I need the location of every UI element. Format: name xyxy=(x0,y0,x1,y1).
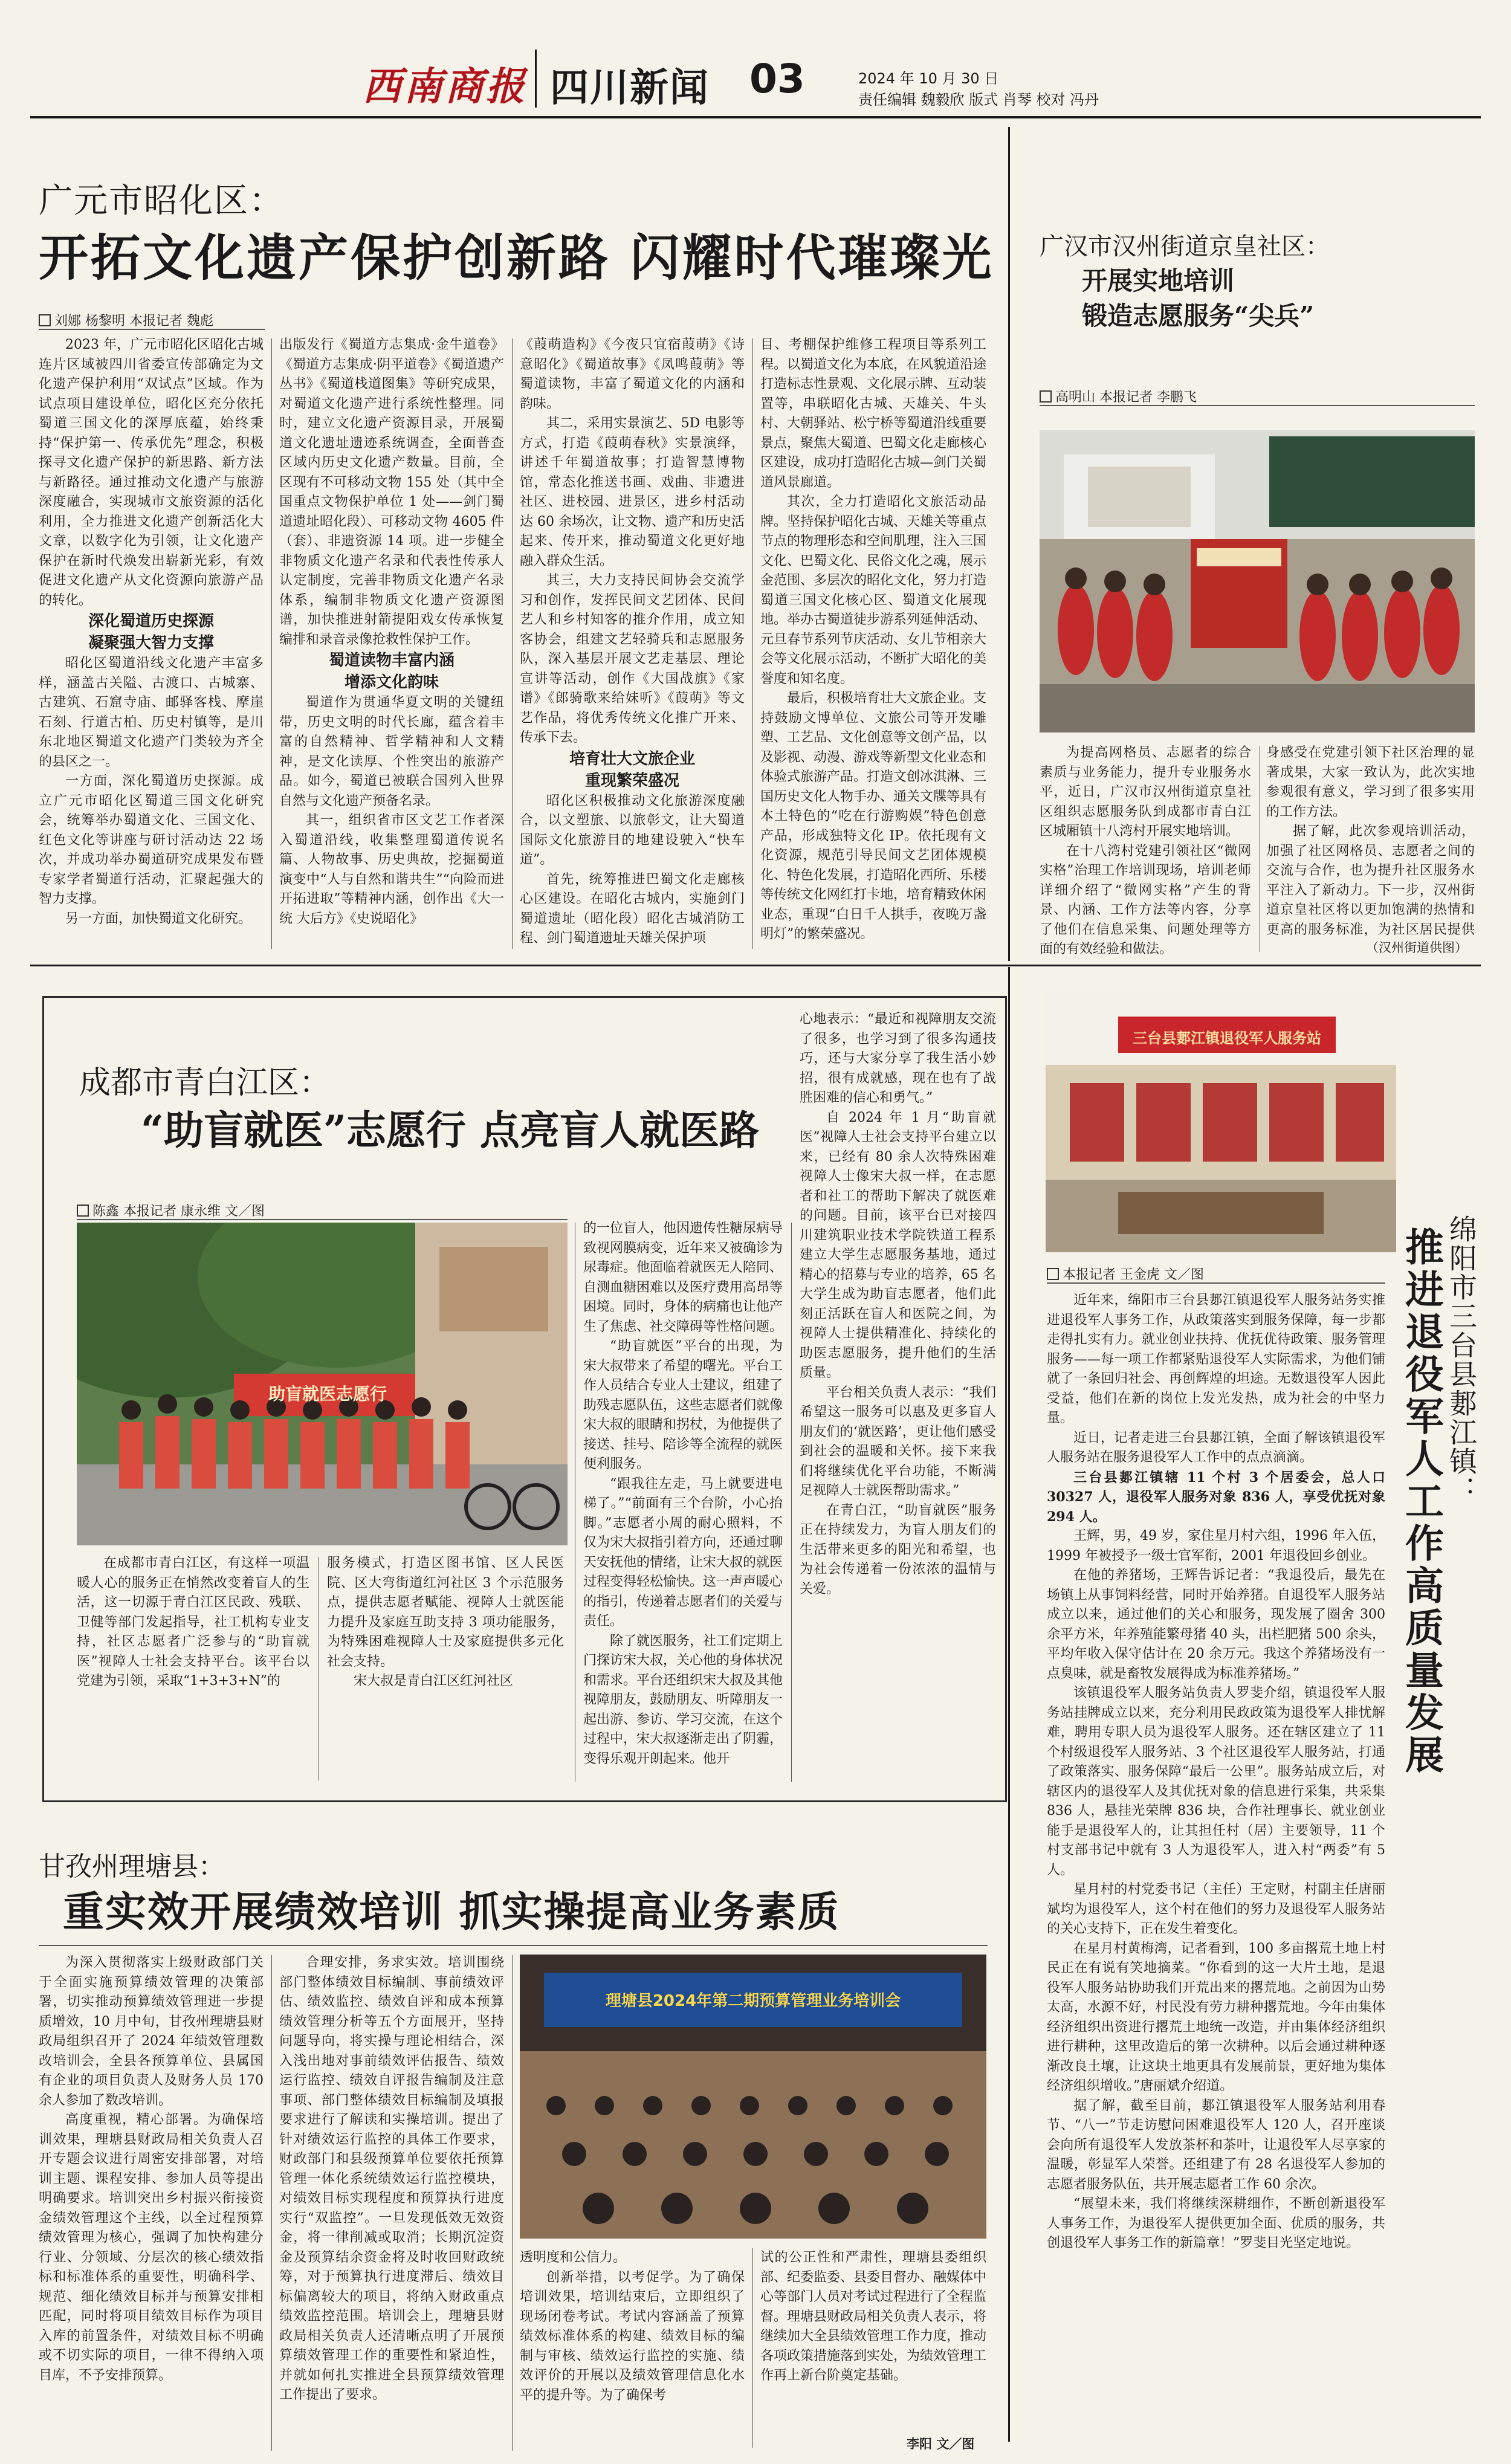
paragraph: 昭化区蜀道沿线文化遗产丰富多样，涵盖古关隘、古渡口、古城寨、古建筑、石窟寺庙、邮驿客栈、摩崖石刻、行道古柏、历史村镇等，是川东北地区蜀道文化遗产门类较为齐全的县区之一。 xyxy=(39,656,264,769)
paragraph: 三台县郪江镇辖 11 个村 3 个居委会，总人口 30327 人，退役军人服务对象 836 人，享受优抚对象 294 人。 xyxy=(1047,1469,1385,1525)
article-byline xyxy=(77,1201,265,1220)
byline-text: 本报记者 王金虎 文／图 xyxy=(1063,1267,1204,1282)
paragraph: 平台相关负责人表示：“我们希望这一服务可以惠及更多盲人朋友们的‘就医路’，更让他们感受到社会的温暖和关怀。接下来我们将继续优化平台功能，不断满足视障人士就医帮助需求。” xyxy=(800,1385,996,1498)
article-column xyxy=(760,335,986,952)
paragraph: 透明度和公信力。 xyxy=(520,2250,627,2265)
masthead-divider xyxy=(535,50,537,108)
paragraph: 为深入贯彻落实上级财政部门关于全面实施预算绩效管理的决策部署，切实推动预算绩效管理进一步提质增效，10 月中旬，甘孜州理塘县财政局组织召开了 2024 年绩效管理数改培训会，全县各预算单位、县属国有企业的项目负责人及财务人员 170 余人参加了数改培训。 xyxy=(39,1955,264,2108)
paragraph: 最后，积极培育壮大文旅企业。支持鼓励文博单位、文旅公司等开发雕塑、工艺品、文化创意等文创产品，以及影视、动漫、游戏等新型文化业态和体验式旅游产品。打造文创冰淇淋、三国历史文化人物手办、通关文牒等具有本土特色的“吃在行游购娱”特色创意产品，形成独特文化 IP。依托现有文化资源，规范引导民间文艺团体规模化、特色化发展，打造昭化西所、乐楼等传统文化网红打卡地，培育精致休闲业态，重现“白日千人拱手，夜晚万盏明灯”的繁荣盛况。 xyxy=(760,691,986,942)
section-rule xyxy=(30,965,1481,966)
paragraph: 宋大叔是青白江区红河社区 xyxy=(354,1673,514,1689)
paragraph: 身感受在党建引领下社区治理的显著成果，大家一致认为，此次实地参观很有意义，学习到了很多实用的工作方法。 xyxy=(1266,745,1475,820)
article-headline: 重实效开展绩效培训 抓实操提高业务素质 xyxy=(63,1888,840,1936)
article-zhaohua xyxy=(0,121,1003,967)
article-kicker: 甘孜州理塘县： xyxy=(39,1851,225,1882)
article-byline xyxy=(39,311,213,329)
paragraph: 星月村的村党委书记（主任）王定财，村副主任唐丽斌均为退役军人，这个村在他们的努力及退役军人服务站的关心支持下，正在发生着变化。 xyxy=(1047,1882,1385,1936)
paragraph: 出版发行《蜀道方志集成·金牛道卷》《蜀道方志集成·阴平道卷》《蜀道遗产丛书》《蜀道栈道图集》等研究成果，对蜀道文化遗产进行系统性整理。同时，建立文化遗产资源目录，开展蜀道文化遗址遗迹系统调查，全面普查区域内历史文化遗产数量。目前，全区现有不可移动文物 155 处（其中全国重点文物保护单位 1 处——剑门蜀道遗址昭化段）、可移动文物 4605 件（套）、非遗资源 14 项。进一步健全非物质文化遗产名录和代表性传承人认定制度，完善非物质文化遗产名录体系，编制非物质文化遗产资源图谱，加快推进射箭提阳戏女传承恢复编排和录音录像抢救性保护工作。 xyxy=(279,337,504,647)
paragraph: 据了解，截至目前，郪江镇退役军人服务站利用春节、“八一”节走访慰问困难退役军人 120 人，召开座谈会向所有退役军人发放茶杯和茶叶，让退役军人尽享家的温暖，彰显军人荣誉。还组建了有 28 名退役军人参加的志愿者服务队伍，共开展志愿者工作 60 余次。 xyxy=(1047,2098,1385,2192)
column-rule xyxy=(271,1955,272,2451)
editor-credits: 责任编辑 魏毅欣 版式 肖琴 校对 冯丹 xyxy=(858,91,1099,108)
paragraph: 在成都市青白江区，有这样一项温暖人心的服务正在悄然改变着盲人的生活，这一切源于青白江区民政、残联、卫健等部门发起指导，社工机构专业支持，社区志愿者广泛参与的“助盲就医”视障人士社会支持平台。该平台以党建为引领，采取“1+3+3+N”的 xyxy=(77,1556,309,1689)
article-column xyxy=(1040,743,1251,961)
training-photo xyxy=(1040,430,1475,732)
volunteer-photo xyxy=(77,1223,568,1545)
training-meeting-photo xyxy=(520,1955,986,2239)
article-column xyxy=(760,2248,986,2430)
paragraph: 目、考棚保护维修工程项目等系列工程。以蜀道文化为本底，在风貌道沿途打造标志性景观、文化展示牌、互动装置等，串联昭化古城、天雄关、牛头村、大朝驿站、松宁桥等蜀道沿线重要景点，聚焦大蜀道、巴蜀文化走廊核心区建设，成功打造昭化古城—剑门关蜀道风景廊道。 xyxy=(760,337,986,490)
byline-text: 刘娜 杨黎明 本报记者 魏彪 xyxy=(54,314,213,329)
article-kicker: 绵阳市三台县郪江镇： xyxy=(1445,1215,1478,1505)
masthead-rule xyxy=(30,116,1481,118)
paragraph: 另一方面，加快蜀道文化研究。 xyxy=(65,911,252,926)
paragraph: 近日，记者走进三台县郪江镇，全面了解该镇退役军人服务站在服务退役军人工作中的点点滴滴。 xyxy=(1047,1430,1385,1465)
article-santai xyxy=(1015,967,1499,2460)
paragraph: 合理安排，务求实效。培训围绕部门整体绩效目标编制、事前绩效评估、绩效监控、绩效自评和成本预算绩效管理分析等五个方面展开，坚持问题导向，将实操与理论相结合，深入浅出地对事前绩效评估报告、绩效运行监控、绩效自评报告编制及注意事项、部门整体绩效目标编制及填报要求进行了解读和实操培训。提出了针对绩效运行监控的具体工作要求，财政部门和县级预算单位要依托预算管理一体化系统绩效运行监控模块，对绩效目标实现程度和预算执行进度实行“双监控”。一旦发现低效无效资金，将一律削减或取消；长期沉淀资金及预算结余资金将及时收回财政统筹，对于预算执行进度滞后、绩效目标偏离较大的项目，将纳入财政重点绩效监控范围。培训会上，理塘县财政局相关负责人还清晰点明了开展预算绩效管理工作的重要性和紧迫性，并就如何扎实推进全县预算绩效管理工作提出了要求。 xyxy=(279,1955,504,2402)
paragraph: 王辉，男，49 岁，家住星月村六组，1996 年入伍，1999 年被授予一级士官军衔，2001 年退役回乡创业。 xyxy=(1047,1528,1385,1563)
article-headline: 推进退役军人工作高质量发展 xyxy=(1399,1227,1443,1777)
paragraph: 创新举措，以考促学。为了确保培训效果，培训结束后，立即组织了现场闭卷考试。考试内容涵盖了预算绩效标准体系的构建、绩效目标的编制与审核、绩效运行监控的实施、绩效评价的开展以及绩效管理信息化水平的提升等。为了确保考 xyxy=(520,2269,745,2403)
paragraph: 《葭萌造构》《今夜只宜宿葭萌》《诗意昭化》《蜀道故事》《凤鸣葭萌》等蜀道读物，丰富了蜀道文化的内涵和韵味。 xyxy=(520,337,745,412)
article-kicker: 广元市昭化区： xyxy=(39,181,284,221)
article-byline xyxy=(1040,387,1197,406)
paragraph: 其二，采用实景演艺、5D 电影等方式，打造《葭萌春秋》实景演绎，讲述千年蜀道故事；打造智慧博物馆，常态化推送书画、戏曲、非遗进社区、进校园、进景区，进乡村活动达 60 余场次，让文物、遗产和历史活起来、传开来，推动蜀道文化更好地融入群众生活。 xyxy=(520,416,745,569)
paragraph: 的一位盲人，他因遗传性糖尿病导致视网膜病变，近年来又被确诊为尿毒症。他面临着就医无人陪同、自测血糖困难以及医疗费用高昂等困境。同时，身体的病痛也让他产生了焦虑、社交障碍等性格问题。 xyxy=(583,1221,783,1334)
article-kicker: 成都市青白江区： xyxy=(79,1065,331,1101)
article-column xyxy=(39,335,264,952)
paragraph: 其三，大力支持民间协会交流学习和创作，发挥民间文艺团体、民间艺人和乡村知客的推介作用，成立知客协会，组建文艺轻骑兵和志愿服务队，深入基层开展文艺走基层、理论宣讲等活动，创作《大国战旗》《家谱》《郎骑歌来给妹听》《葭萌》等文艺作品，将优秀传统文化推广开来、传承下去。 xyxy=(520,573,745,745)
paragraph: “助盲就医”平台的出现，为宋大叔带来了希望的曙光。平台工作人员结合专业人士建议，组建了助残志愿队伍，这些志愿者们就像宋大叔的眼睛和拐杖，为他提供了接送、挂号、陪诊等全流程的就医便利服务。 xyxy=(583,1339,783,1472)
article-headline: 开展实地培训 xyxy=(1082,266,1235,296)
paragraph: 2023 年，广元市昭化区昭化古城连片区域被四川省委宣传部确定为文化遗产保护利用“双试点”区域。作为试点项目建设单位，昭化区充分依托蜀道三国文化的深厚底蕴，始终秉持“保护第一、传承优先”理念，积极探寻文化遗产保护的新思路、新方法与新路径。通过推动文化遗产与旅游深度融合，实现城市文旅资源的活化利用，全力推进文化遗产创新活化大文章，以数字化为引领，让文化遗产保护在新时代焕发出崭新光彩，有效促进文化遗产从文化资源向旅游产品的转化。 xyxy=(39,337,264,608)
column-rule xyxy=(512,1955,513,2451)
section-title: 四川新闻 xyxy=(550,66,710,111)
article-headline: 锻造志愿服务“尖兵” xyxy=(1082,301,1315,331)
article-qingbaijiang xyxy=(42,996,1007,1802)
training-photo-svg xyxy=(1040,430,1475,732)
paragraph: 在星月村黄梅湾，记者看到，100 多亩撂荒土地上村民正在有说有笑地摘菜。“你看到的这一大片土地，是退役军人服务站协助我们开荒出来的撂荒地。之前因为山势太高，水源不好，村民没有劳力耕种撂荒地。今年由集体经济组织出资进行撂荒土地统一改造，并由集体经济组织进行耕种，这里改造后的第一次耕种。以后会通过耕种逐渐改良土壤，让这块土地更具有发展前景，更好地为集体经济组织增收。”唐丽斌介绍道。 xyxy=(1047,1941,1385,2094)
paragraph xyxy=(1040,960,1251,962)
column-rule xyxy=(752,2248,753,2448)
paragraph: 该镇退役军人服务站负责人罗斐介绍，镇退役军人服务站挂牌成立以来，充分利用民政政策为退役军人排忧解难，聘用专职人员为退役军人服务。还在辖区建立了 11 个村级退役军人服务站、3 个社区退役军人服务站，打通了政策落实、服务保障“最后一公里”。服务站成立后，对辖区内的退役军人及其优抚对象的信息进行采集，共采集 836 人，悬挂光荣牌 836 块，合作社理事长、就业创业能手是退役军人的，让其担任村（居）主要领导，11 个村支部书记中就有 3 人为退役军人，进入村“两委”有 5 人。 xyxy=(1047,1686,1385,1878)
photo-banner-text: 助盲就医志愿行 xyxy=(268,1384,387,1404)
paragraph: 服务模式，打造区图书馆、区人民医院、区大弯街道红河社区 3 个示范服务点，提供志愿者赋能、视障人士就医能力提升及家庭互助支持 3 项功能服务，为特殊困难视障人士及家庭提供多元化社会支持。 xyxy=(327,1556,564,1669)
subheading: 深化蜀道历史探源 凝聚强大智力支撑 xyxy=(88,612,214,652)
column-divider xyxy=(1008,967,1010,2442)
paragraph: 心地表示：“最近和视障朋友交流了很多，也学习到了很多沟通技巧，还与大家分享了我生活小妙招，很有成就感，现在也有了战胜困难的信心和勇气。” xyxy=(800,1012,996,1105)
byline-rule xyxy=(77,1219,568,1220)
paragraph: “展望未来，我们将继续深耕细作，不断创新退役军人事务工作，为退役军人提供更加全面、优质的服务，共创退役军人事务工作的新篇章！”罗斐目光坚定地说。 xyxy=(1047,2196,1385,2251)
article-column xyxy=(39,1953,264,2455)
article-column xyxy=(800,1010,996,1783)
article-column xyxy=(327,1554,564,1783)
headline-rule xyxy=(39,1945,988,1946)
byline-rule xyxy=(1047,1282,1385,1284)
photo-banner-text: 理塘县2024年第二期预算管理业务培训会 xyxy=(605,1992,901,2010)
column-rule xyxy=(791,1223,792,1782)
article-column xyxy=(279,1953,504,2455)
byline-marker-icon xyxy=(1040,390,1052,403)
paragraph: 据了解，此次参观培训活动，加强了社区网格员、志愿者之间的交流与合作，也为提升社区服务水平注入了新动力。下一步，汉州街道京皇社区将以更加饱满的热情和更高的服务标准，为社区居民提供 xyxy=(1266,824,1475,937)
article-column xyxy=(520,2248,745,2454)
paragraph: 蜀道作为贯通华夏文明的关键纽带，历史文明的时代长廊，蕴含着丰富的自然精神、哲学精神和人文精神，是文化读厚、个性突出的旅游产品。如今，蜀道已被联合国列入世界自然与文化遗产预备名录。 xyxy=(279,695,504,809)
article-headline: “助盲就医”志愿行 点亮盲人就医路 xyxy=(141,1107,759,1154)
paragraph: 首先，统筹推进巴蜀文化走廊核心区建设。在昭化古城内，实施剑门蜀道遗址（昭化段）昭化古城消防工程、剑门蜀道遗址天雄关保护项 xyxy=(520,871,745,946)
paragraph: 高度重视，精心部署。为确保培训效果，理塘县财政局相关负责人召开专题会议进行周密安排部署，对培训主题、课程安排、参加人员等提出明确要求。培训突出乡村振兴衔接资金绩效管理这个主线，以全过程预算绩效管理为核心，强调了加快构建分行业、分领域、分层次的核心绩效指标和标准体系的重要性，明确科学、规范、细化绩效目标并与预算安排相匹配，同时将项目绩效目标作为项目入库的前置条件，对绩效目标不明确或不切实际的项目，一律不得纳入项目库，不予安排预算。 xyxy=(39,2112,264,2383)
byline-text: 陈鑫 本报记者 康永维 文／图 xyxy=(92,1204,265,1219)
subheading: 蜀道读物丰富内涵 增添文化韵味 xyxy=(328,652,455,691)
article-column xyxy=(77,1554,309,1783)
service-station-photo xyxy=(1046,992,1396,1252)
article-litang xyxy=(0,1825,1003,2464)
photo-banner-text: 三台县郪江镇退役军人服务站 xyxy=(1133,1030,1321,1047)
column-rule xyxy=(271,338,272,949)
article-byline xyxy=(1047,1264,1204,1283)
article-column xyxy=(1047,1291,1385,2454)
paragraph: 近年来，绵阳市三台县郪江镇退役军人服务站务实推进退役军人事务工作，从政策落实到服务保障，每一步都走得扎实有力。就业创业扶持、优抚优待政策、服务管理服务——每一项工作都紧贴退役军人实际需求，为他们铺就了一条回归社会、再创辉煌的坦途。无数退役军人因此受益，他们在新的岗位上发光发热，成为社会的中坚力量。 xyxy=(1047,1293,1385,1426)
article-column xyxy=(279,335,504,952)
issue-date: 2024 年 10 月 30 日 xyxy=(858,70,999,87)
paragraph: 其一，组织省市区文艺工作者深入蜀道沿线，收集整理蜀道传说名篇、人物故事、历史典故，挖掘蜀道演变中“人与自然和谐共生”“向险而进开拓进取”等精神内涵，创作出《大一统 大后方》《史说昭化》 xyxy=(279,813,504,926)
photo-credit: 李阳 文／图 xyxy=(907,2437,975,2451)
paragraph: 自 2024 年 1 月“助盲就医”视障人士社会支持平台建立以来，已经有 80 余人次特殊困难视障人士像宋大叔一样，在志愿者和社工的帮助下解决了就医难的问题。目前，该平台已对接四川建筑职业技术学院铁道工程系建立大学生志愿服务基地，通过精心的招募与专业的培养，65 名大学生成为助盲志愿者，他们此刻正活跃在盲人和医院之间，为视障人士提供精准化、持续化的助医志愿服务，提升他们的生活质量。 xyxy=(800,1110,996,1380)
paragraph: 昭化区积极推动文化旅游深度融合，以文塑旅、以旅彰文，让大蜀道国际文化旅游目的地建设驶入“快车道”。 xyxy=(520,793,745,867)
photo-credit: （汉州街道供图） xyxy=(1366,940,1467,955)
paragraph: 一方面，深化蜀道历史探源。成立广元市昭化区蜀道三国文化研究会，统筹举办蜀道文化、三国文化、红色文化等讲座与研讨活动达 22 场次，并成功举办蜀道研究成果发布暨专家学者蜀道行活动，汇聚起强大的智力支撑。 xyxy=(39,774,264,907)
column-rule xyxy=(752,338,753,949)
paragraph: 其次，全力打造昭化文旅活动品牌。坚持保护昭化古城、天雄关等重点节点的物理形态和空间肌理，注入三国文化、巴蜀文化、民俗文化之魂，展示金范围、多层次的昭化文化，努力打造蜀道三国文化核心区、蜀道文化展现地。举办古蜀道徒步游系列延伸活动、元旦春节系列节庆活动、女儿节相亲大会等文化展示活动，不断扩大昭化的美誉度和知名度。 xyxy=(760,494,986,687)
newspaper-logo: 西南商报 xyxy=(363,64,527,109)
paragraph: 为提高网格员、志愿者的综合素质与业务能力，提升专业服务水平，近日，广汉市汉州街道京皇社区组织志愿服务队到成都市青白江区城厢镇十八湾村开展实地培训。 xyxy=(1040,745,1251,839)
paragraph: 在他的养猪场，王辉告诉记者：“我退役后，最先在场镇上从事饲料经营，同时开始养猪。自退役军人服务站成立以来，通过他们的关心和服务，现发展了圈舍 300 余平方米，年养殖能繁母猪 40 头，出栏肥猪 500 余头，平均年收入保守估计在 20 余万元。我这个养猪场没有一点臭味，就是畜牧发展得成为标准养猪场。” xyxy=(1047,1568,1385,1681)
byline-marker-icon xyxy=(39,314,51,326)
masthead xyxy=(0,0,1511,121)
byline-text: 高明山 本报记者 李鹏飞 xyxy=(1055,390,1197,405)
paragraph: 除了就医服务，社工们定期上门探访宋大叔，关心他的身体状况和需求。平台还组织宋大叔及其他视障朋友，鼓励朋友、听障朋友一起出游、参访、学习交流，在这个过程中，宋大叔逐渐走出了阴霾，变得乐观开朗起来。他开 xyxy=(583,1633,783,1767)
column-divider xyxy=(1008,127,1010,961)
byline-marker-icon xyxy=(1047,1268,1059,1280)
paragraph: 在十八湾村党建引领社区“微网实格”治理工作培训现场，培训老师详细介绍了“微网实格”产生的背景、内涵、工作方法等内容，分享了他们在信息采集、问题处理等方面的有效经验和做法。 xyxy=(1040,843,1251,957)
byline-rule xyxy=(1040,405,1475,406)
page-number: 03 xyxy=(749,56,805,102)
paragraph: “跟我往左走，马上就要进电梯了。”“前面有三个台阶，小心抬脚。”志愿者小周的耐心照料，不仅为宋大叔指引着方向，还通过聊天安抚他的情绪，让宋大叔的就医过程变得轻松愉快。这一声声暖心的指引，传递着志愿者们的关爱与责任。 xyxy=(583,1476,783,1629)
column-rule xyxy=(512,338,513,949)
paragraph: 试的公正性和严肃性，理塘县委组织部、纪委监委、县委目督办、融媒体中心等部门人员对考试过程进行了全程监督。理塘县财政局相关负责人表示，将继续加大全县绩效管理工作力度，推动各项政策措施落到实处，为绩效管理工作再上新台阶奠定基础。 xyxy=(760,2250,986,2383)
article-headline: 开拓文化遗产保护创新路 闪耀时代璀璨光 xyxy=(39,230,994,287)
byline-marker-icon xyxy=(77,1205,89,1217)
article-kicker: 广汉市汉州街道京皇社区： xyxy=(1040,233,1330,260)
article-guanghan xyxy=(1015,121,1493,967)
byline-rule xyxy=(39,329,265,330)
paragraph: 在青白江，“助盲就医”服务正在持续发力，为盲人朋友们的生活带来更多的阳光和希望，也为社会传递着一份浓浓的温情与关爱。 xyxy=(800,1502,996,1597)
article-column xyxy=(1266,743,1475,937)
article-column xyxy=(520,335,745,952)
subheading: 培育壮大文旅企业 重现繁荣盛况 xyxy=(569,749,695,790)
article-column xyxy=(583,1219,783,1787)
